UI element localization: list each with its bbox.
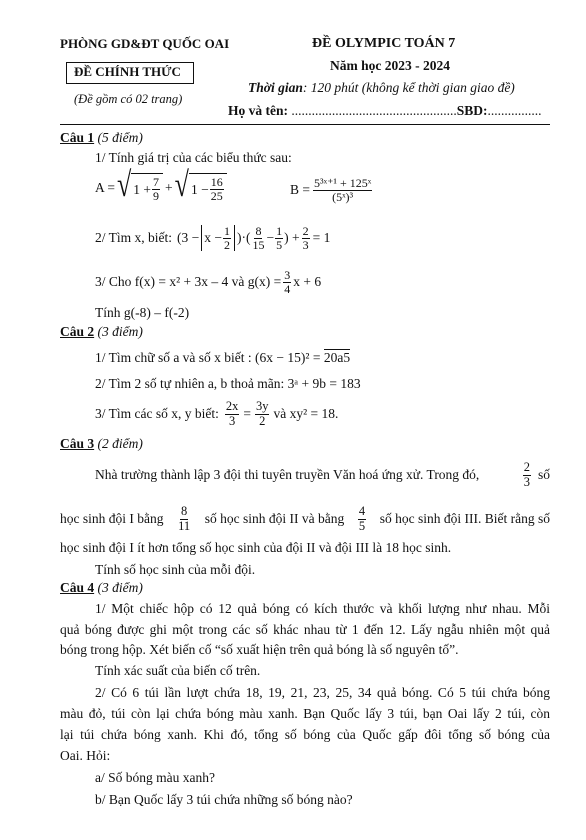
- expr-a-term1: 1 +: [133, 181, 152, 197]
- name-label: Họ và tên:: [228, 103, 288, 118]
- frac-2-3-num: 2: [523, 460, 530, 475]
- p2-minus: −: [266, 230, 275, 245]
- sbd-label: SBD:: [456, 103, 488, 118]
- sbd-blank: ................: [487, 103, 542, 118]
- school-year: Năm học 2023 - 2024: [330, 58, 450, 73]
- q3-line2-c: số học sinh đội III. Biết rằng số: [379, 511, 550, 526]
- q4-p2-line2: màu đỏ, túi còn lại chứa bóng màu xanh. Bạn Quốc lấy 3 túi, bạn Oai lấy 2 túi, còn: [60, 706, 550, 721]
- expr-b-denominator: (5ˣ)³: [332, 189, 354, 204]
- q3-line1: [95, 456, 550, 494]
- p2-equals: = 1: [312, 230, 331, 245]
- frac-1-num: 1: [276, 223, 283, 238]
- frac-2-3-den: 3: [523, 474, 530, 489]
- abs-value-body: x −: [204, 230, 222, 245]
- frac-3-den: 3: [302, 237, 309, 252]
- p2-mid: )·(: [236, 230, 251, 245]
- q4-p1-line4: Tính xác suất của biến cố trên.: [95, 663, 261, 678]
- q4-p1-line3: bóng trong hộp. Xét biến cố “số xuất hiện trên quả bóng là số nguyên tố”.: [60, 642, 459, 657]
- abs-value: [201, 225, 235, 251]
- q1-part2-label: 2/ Tìm x, biết:: [95, 230, 172, 245]
- q3-line1-post: số: [537, 467, 550, 482]
- frac-3y-den: 2: [259, 413, 266, 428]
- frac-9-den: 9: [153, 189, 160, 203]
- overline-number: 20a5: [323, 350, 351, 365]
- expr-a-lhs: A =: [95, 180, 115, 195]
- time-label: Thời gian: [248, 80, 303, 95]
- q4-title: Câu 4: [60, 580, 95, 595]
- q2-points: (3 điểm): [97, 324, 143, 339]
- frac-2-num: 2: [302, 223, 309, 238]
- expr-a: [95, 165, 227, 208]
- q3-line2: [60, 500, 550, 538]
- name-blank: .................................................: [291, 103, 457, 118]
- expr-b-numerator: 5³ˣ⁺¹ + 125ˣ: [314, 175, 372, 190]
- expr-a-plus: +: [165, 180, 173, 195]
- frac-3y-num: 3y: [255, 399, 269, 414]
- frac-4-5-den: 5: [358, 518, 366, 533]
- q2-title: Câu 2: [60, 324, 95, 339]
- department-name: PHÒNG GD&ĐT QUỐC OAI: [60, 36, 230, 51]
- frac-2x-den: 3: [228, 413, 236, 428]
- q3-line4: Tính số học sinh của mỗi đội.: [95, 562, 256, 577]
- sqrt-1: √ 1 + $\frac{7}{9}$: [117, 173, 163, 202]
- q3-points: (2 điểm): [97, 436, 143, 451]
- expr-b: [290, 170, 373, 210]
- q4-p2-line1: 2/ Có 6 túi lần lượt chứa 18, 19, 21, 23, 25, 34 quả bóng. Có 5 túi chứa bóng: [95, 685, 550, 700]
- frac-8-num: 8: [255, 223, 262, 238]
- q4-p2-a: a/ Số bóng màu xanh?: [95, 770, 215, 785]
- q4-p2-b: b/ Bạn Quốc lấy 3 túi chứa những số bóng nào?: [95, 792, 353, 807]
- frac-8-11-den: 11: [178, 518, 191, 533]
- q4-p1-line1: 1/ Một chiếc hộp có 12 quả bóng có kích thước và khối lượng như nhau. Mỗi: [95, 601, 550, 616]
- frac-3-num: 3: [284, 267, 291, 282]
- q1-part3-post: x + 6: [293, 274, 322, 289]
- frac-25-den: 25: [210, 189, 223, 203]
- q3-line3: học sinh đội I ít hơn tổng số học sinh của đội II và đội III là 18 học sinh.: [60, 540, 452, 555]
- q1-part3: [95, 264, 321, 300]
- half-den: 2: [223, 237, 230, 252]
- q1-part2: [95, 220, 330, 256]
- frac-4-den: 4: [284, 281, 291, 296]
- q1-part1: 1/ Tính giá trị của các biểu thức sau:: [95, 150, 292, 165]
- q1-part3-pre: 3/ Cho f(x) = x² + 3x – 4 và g(x) =: [95, 274, 282, 289]
- frac-5-den: 5: [276, 237, 283, 252]
- q3-line2-a: học sinh đội I bằng: [60, 511, 164, 526]
- pages-note: (Đề gồm có 02 trang): [74, 92, 183, 106]
- official-label: ĐỀ CHÍNH THỨC: [74, 64, 181, 79]
- sqrt-2: √ 1 − $\frac{16}{25}$: [175, 173, 227, 202]
- frac-15-den: 15: [252, 237, 265, 252]
- q3-title: Câu 3: [60, 436, 95, 451]
- q4-p2-line3: lại túi chứa bóng xanh. Khi đó, tổng số bóng của Quốc gấp đôi tổng số bóng của: [60, 727, 550, 742]
- frac-8-11-num: 8: [181, 504, 188, 519]
- time-value: : 120 phút (không kể thời gian giao đề): [302, 80, 515, 95]
- q2-part1-pre: 1/ Tìm chữ số a và số x biết : (6x − 15)² =: [95, 350, 321, 365]
- q1-title: Câu 1: [60, 130, 95, 145]
- q1-part3-calc: Tính g(-8) – f(-2): [95, 305, 190, 320]
- q2-part2: 2/ Tìm 2 số tự nhiên a, b thoả mãn: 3ᵃ + 9b = 183: [95, 376, 361, 391]
- q2-part3-pre: 3/ Tìm các số x, y biết:: [95, 406, 219, 421]
- p2-close: ) +: [284, 230, 300, 245]
- half-num: 1: [223, 223, 230, 238]
- q3-line1-pre: Nhà trường thành lập 3 đội thi tuyên truyền Văn hoá ứng xử. Trong đó,: [95, 467, 480, 482]
- frac-16-num: 16: [210, 175, 223, 190]
- q2-part3-post: và xy² = 18.: [273, 406, 339, 421]
- q2-part3: [95, 396, 338, 432]
- q2-eq: =: [243, 406, 251, 421]
- frac-4-5-num: 4: [358, 504, 366, 519]
- p2-open: (3 −: [177, 230, 200, 245]
- header-divider: [60, 124, 550, 125]
- frac-2x-num: 2x: [225, 399, 239, 414]
- frac-7-num: 7: [153, 175, 160, 190]
- q4-p1-line2: quả bóng được ghi một trong các số khác nhau từ 1 đến 12. Lấy ngẫu nhiên một quả: [60, 622, 550, 637]
- q4-p2-line4: Oai. Hỏi:: [60, 748, 111, 763]
- q4-points: (3 điểm): [97, 580, 143, 595]
- expr-b-lhs: B =: [290, 182, 310, 197]
- q1-points: (5 điểm): [97, 130, 143, 145]
- q2-part1: [95, 350, 350, 366]
- q3-line2-b: số học sinh đội II và bằng: [204, 511, 345, 526]
- expr-a-term2: 1 −: [190, 181, 209, 197]
- exam-title: ĐỀ OLYMPIC TOÁN 7: [312, 36, 456, 51]
